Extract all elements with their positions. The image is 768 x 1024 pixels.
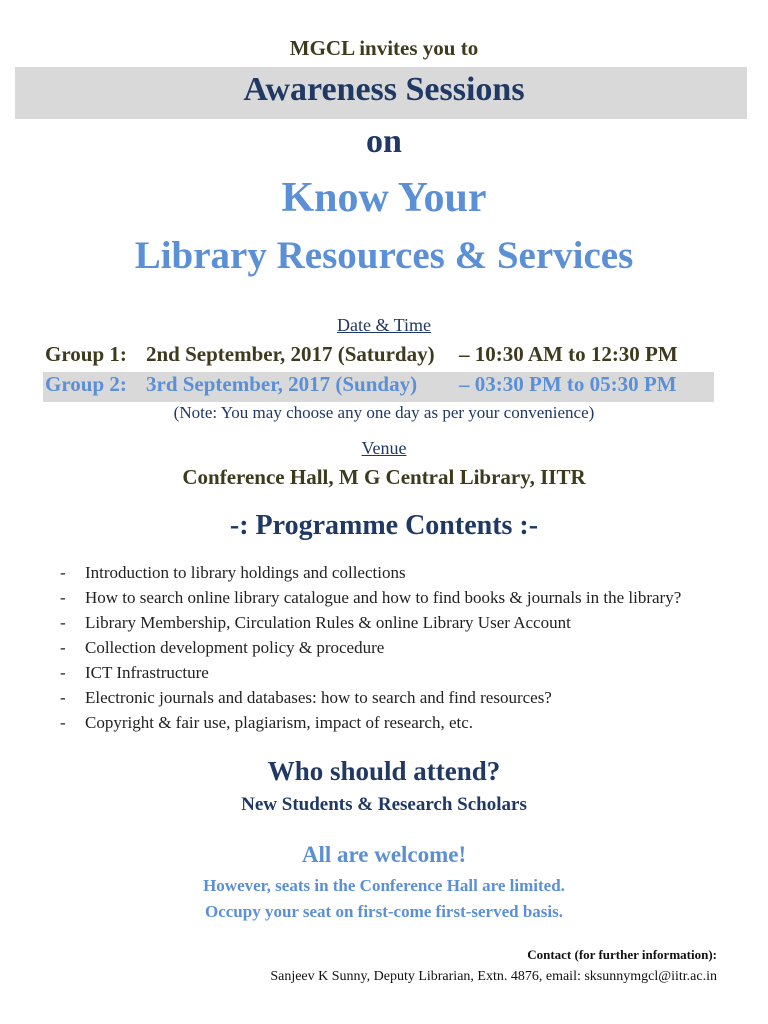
list-item-text: How to search online library catalogue and how to find books & journals in the library?: [85, 588, 682, 607]
list-item: [60, 610, 750, 635]
list-item: [60, 685, 750, 710]
audience-subtitle: New Students & Research Scholars: [241, 794, 527, 815]
group-1-name: Group 1:: [45, 342, 127, 366]
list-item: [60, 710, 750, 735]
venue-label: Venue: [361, 438, 407, 458]
list-item-text: Electronic journals and databases: how to search and find resources?: [85, 688, 552, 707]
seating-limit-line: However, seats in the Conference Hall are limited.: [203, 876, 565, 895]
contact-details: Sanjeev K Sunny, Deputy Librarian, Extn. 4876, email: sksunnymgcl@iitr.ac.in: [270, 969, 717, 984]
bullet-dash: -: [60, 588, 66, 607]
list-item-text: Collection development policy & procedure: [85, 638, 385, 657]
schedule-note: (Note: You may choose any one day as per your convenience): [173, 403, 595, 422]
date-time-label: Date & Time: [336, 315, 431, 335]
group-2-date: 3rd September, 2017 (Sunday): [146, 372, 418, 396]
list-item: [60, 585, 750, 610]
list-item: [60, 560, 750, 585]
page-title: Awareness Sessions: [243, 71, 525, 108]
programme-list: [60, 560, 750, 735]
topic-line-2: Library Resources & Services: [134, 234, 634, 277]
list-item-text: ICT Infrastructure: [85, 663, 209, 682]
list-item-text: Copyright & fair use, plagiarism, impact of research, etc.: [85, 713, 474, 732]
list-item-text: Introduction to library holdings and collections: [85, 563, 406, 582]
group-2-time: – 03:30 PM to 05:30 PM: [459, 372, 677, 396]
programme-title: -: Programme Contents :-: [229, 510, 539, 541]
list-item-text: Library Membership, Circulation Rules & online Library User Account: [85, 613, 571, 632]
list-item: [60, 635, 750, 660]
welcome-title: All are welcome!: [301, 842, 467, 867]
topic-line-1: Know Your: [281, 175, 487, 221]
bullet-dash: -: [60, 563, 66, 582]
bullet-dash: -: [60, 713, 66, 732]
seating-policy-line: Occupy your seat on first-come first-served basis.: [204, 902, 564, 921]
audience-title: Who should attend?: [267, 756, 501, 786]
bullet-dash: -: [60, 638, 66, 657]
list-item: [60, 660, 750, 685]
group-2-name: Group 2:: [45, 372, 127, 396]
group-1-time: – 10:30 AM to 12:30 PM: [459, 342, 678, 366]
bullet-dash: -: [60, 613, 66, 632]
connector-on: on: [366, 123, 402, 160]
invitation-line: MGCL invites you to: [289, 36, 479, 60]
venue-value: Conference Hall, M G Central Library, IITR: [182, 465, 586, 489]
group-1-date: 2nd September, 2017 (Saturday): [146, 342, 435, 366]
contact-heading: Contact (for further information):: [527, 947, 717, 962]
bullet-dash: -: [60, 688, 66, 707]
bullet-dash: -: [60, 663, 66, 682]
